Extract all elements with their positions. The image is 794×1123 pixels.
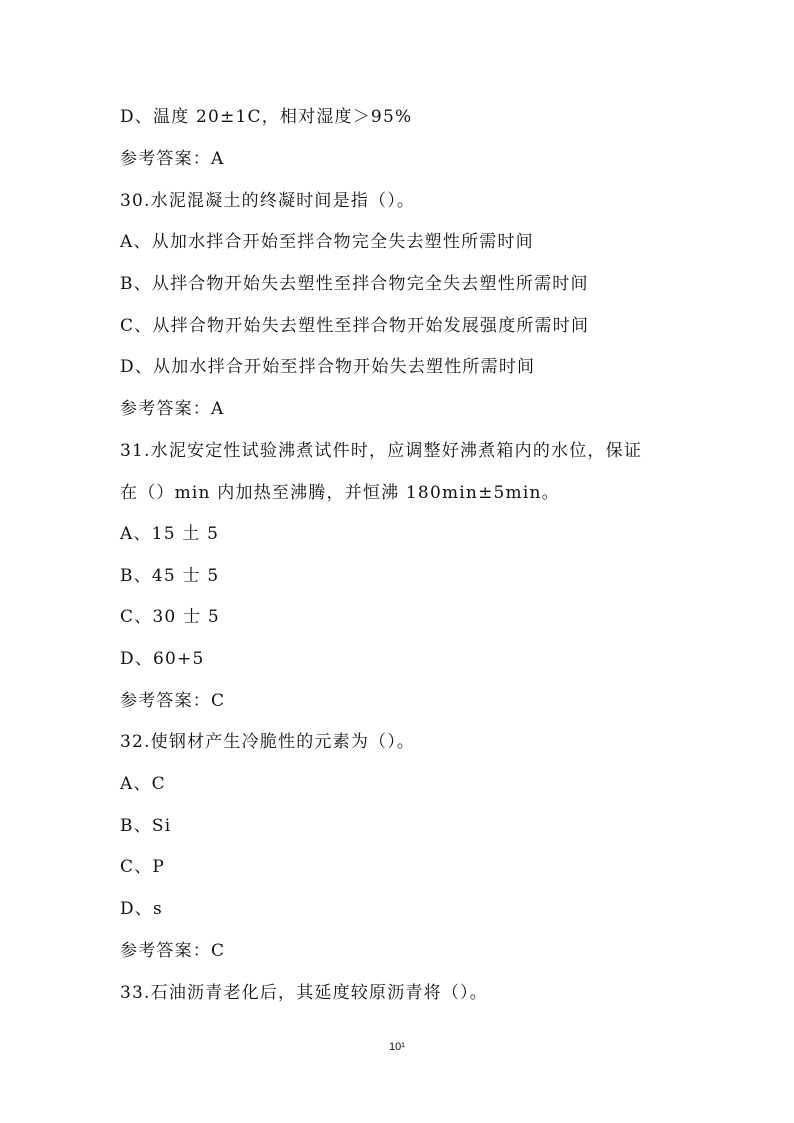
option-31-c: C、30 士 5 <box>120 607 220 627</box>
question-31-line-1: 31.水泥安定性试验沸煮试件时，应调整好沸煮箱内的水位，保证 <box>120 441 643 461</box>
question-30: 30.水泥混凝土的终凝时间是指（）。 <box>120 191 416 211</box>
answer-30: 参考答案：A <box>120 399 225 419</box>
question-31-line-2: 在（）min 内加热至沸腾，并恒沸 180min±5min。 <box>120 483 560 503</box>
option-30-b: B、从拌合物开始失去塑性至拌合物完全失去塑性所需时间 <box>120 274 589 294</box>
option-30-a: A、从加水拌合开始至拌合物完全失去塑性所需时间 <box>120 232 534 252</box>
option-32-b: B、Si <box>120 816 172 836</box>
question-32: 32.使钢材产生冷脆性的元素为（）。 <box>120 732 416 752</box>
answer-29: 参考答案：A <box>120 149 225 169</box>
option-31-a: A、15 土 5 <box>120 524 220 544</box>
page-number: 10¹ <box>389 1041 405 1053</box>
option-29-d: D、温度 20±1C，相对湿度＞95% <box>120 107 413 127</box>
answer-32: 参考答案：C <box>120 941 226 961</box>
answer-31: 参考答案：C <box>120 691 226 711</box>
question-33: 33.石油沥青老化后，其延度较原沥青将（）。 <box>120 983 488 1003</box>
option-32-a: A、C <box>120 774 166 794</box>
option-32-c: C、P <box>120 857 166 877</box>
option-31-b: B、45 士 5 <box>120 566 220 586</box>
option-31-d: D、60+5 <box>120 649 205 669</box>
option-32-d: D、s <box>120 899 163 919</box>
option-30-d: D、从加水拌合开始至拌合物开始失去塑性所需时间 <box>120 357 536 377</box>
option-30-c: C、从拌合物开始失去塑性至拌合物开始发展强度所需时间 <box>120 316 590 336</box>
